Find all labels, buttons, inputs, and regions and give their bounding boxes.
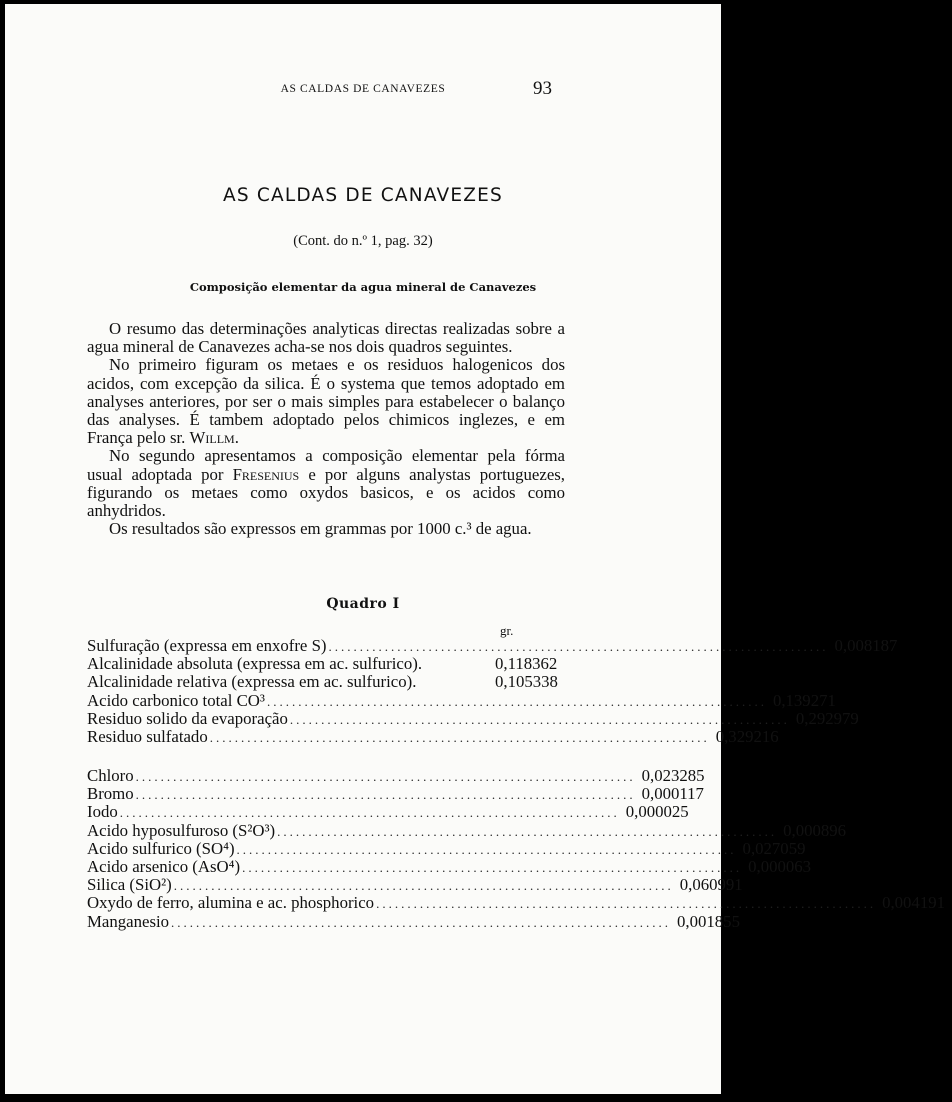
paragraph-2 bbox=[87, 356, 565, 447]
table-row bbox=[87, 820, 847, 840]
row-value: 0,000025 bbox=[625, 802, 689, 822]
table-row bbox=[87, 673, 565, 691]
leader-dots: ................................................................................ bbox=[173, 878, 674, 894]
table-row bbox=[87, 893, 945, 913]
paragraph-3-text-a: No segundo apresentamos a composição elementar pela fórma usual adoptada por bbox=[87, 446, 565, 484]
row-label: Silica (SiO²) bbox=[87, 875, 172, 895]
table-row bbox=[87, 911, 740, 931]
leader-dots: ................................................................................ bbox=[277, 823, 778, 839]
table-row bbox=[87, 690, 836, 710]
leader-dots: ................................................................................ bbox=[328, 639, 829, 654]
paragraph-3-text-b: e por alguns analystas portuguezes, figurando os metaes como oxydos basicos, e os acidos como anhydridos. bbox=[87, 464, 565, 521]
row-label: Iodo bbox=[87, 802, 118, 822]
row-value: 0,023285 bbox=[641, 766, 705, 785]
page-number: 93 bbox=[533, 78, 552, 99]
row-value: 0,329216 bbox=[715, 726, 779, 746]
leader-dots: ................................................................................ bbox=[135, 787, 636, 803]
table-title: Quadro I bbox=[326, 596, 400, 612]
row-value: 0,060991 bbox=[679, 875, 743, 895]
author-fresenius: Fresenius bbox=[232, 464, 300, 484]
row-label: Chloro bbox=[87, 766, 134, 785]
paragraph-1: O resumo das determinações analyticas directas realizadas sobre a agua mineral de Canavezes acha-se nos dois quadros seguintes. bbox=[87, 319, 565, 357]
leader-dots: ................................................................................ bbox=[289, 711, 790, 727]
row-label: Manganesio bbox=[87, 911, 170, 931]
leader-dots: ................................................................................ bbox=[209, 729, 710, 745]
leader-dots: ................................................................................ bbox=[236, 841, 737, 857]
row-label: Oxydo de ferro, alumina e ac. phosphorico bbox=[87, 893, 375, 913]
row-value: 0,292979 bbox=[795, 708, 859, 728]
table-row bbox=[87, 856, 812, 876]
running-head: AS CALDAS DE CANAVEZES bbox=[280, 83, 446, 95]
table-row bbox=[87, 766, 705, 785]
row-label: Alcalinidade relativa (expressa em ac. sulfurico). bbox=[87, 672, 417, 692]
paragraph-4: Os resultados são expressos em grammas por 1000 c.³ de agua. bbox=[109, 519, 532, 539]
row-label: Acido arsenico (AsO⁴) bbox=[87, 856, 241, 876]
row-value: 0,000896 bbox=[783, 820, 847, 840]
row-label: Alcalinidade absoluta (expressa em ac. sulfurico). bbox=[87, 654, 423, 674]
row-value: 0,000117 bbox=[641, 784, 704, 804]
article-title: AS CALDAS DE CANAVEZES bbox=[223, 185, 503, 206]
row-value: 0,000063 bbox=[748, 856, 812, 876]
row-label: Acido carbonico total CO³ bbox=[87, 690, 265, 710]
table-row bbox=[87, 636, 898, 655]
row-value: 0,139271 bbox=[772, 690, 836, 710]
continuation-note: (Cont. do n.º 1, pag. 32) bbox=[293, 233, 433, 249]
table-row bbox=[87, 875, 743, 895]
leader-dots: ................................................................................ bbox=[135, 769, 636, 784]
leader-dots: ................................................................................ bbox=[119, 805, 620, 821]
table-row bbox=[87, 838, 806, 858]
table-row bbox=[87, 655, 565, 673]
table-group-1 bbox=[87, 636, 898, 746]
row-value: 0,027059 bbox=[742, 838, 806, 858]
table-row bbox=[87, 726, 779, 746]
row-value: 0,105338 bbox=[495, 672, 558, 692]
section-heading: Composição elementar da agua mineral de Canavezes bbox=[189, 280, 537, 294]
leader-dots: ................................................................................ bbox=[242, 859, 743, 875]
leader-dots: ................................................................................ bbox=[266, 693, 767, 709]
row-label: Acido sulfurico (SO⁴) bbox=[87, 838, 235, 858]
table-row bbox=[87, 708, 859, 728]
table-row bbox=[87, 784, 704, 804]
row-label: Acido hyposulfuroso (S²O³) bbox=[87, 820, 276, 840]
leader-dots: ................................................................................ bbox=[171, 914, 672, 930]
row-label: Residuo solido da evaporação bbox=[87, 708, 288, 728]
row-label: Residuo sulfatado bbox=[87, 726, 208, 746]
table-row bbox=[87, 802, 689, 822]
leader-dots: ................................................................................ bbox=[376, 896, 877, 912]
row-value: 0,001855 bbox=[677, 911, 740, 931]
body-text bbox=[87, 320, 565, 538]
row-value: 0,008187 bbox=[834, 636, 898, 655]
row-label: Sulfuração (expressa em enxofre S) bbox=[87, 636, 327, 655]
book-page bbox=[5, 4, 945, 1094]
row-label: Bromo bbox=[87, 784, 134, 804]
row-value: 0,004191 bbox=[882, 893, 945, 913]
table-group-2 bbox=[87, 766, 945, 931]
paragraph-3 bbox=[87, 447, 565, 520]
row-value: 0,118362 bbox=[495, 654, 558, 674]
paragraph-2-text: No primeiro figuram os metaes e os residuos halogenicos dos acidos, com excepção da silica. É o systema que temos adoptado em analyses anteriores, por ser o mais simples para estabelecer o balanço das analyses. É tambem adoptado pelos chimicos inglezes, e em França pelo sr. bbox=[87, 355, 565, 448]
author-willm: Willm. bbox=[189, 428, 239, 448]
unit-label: gr. bbox=[500, 623, 514, 638]
